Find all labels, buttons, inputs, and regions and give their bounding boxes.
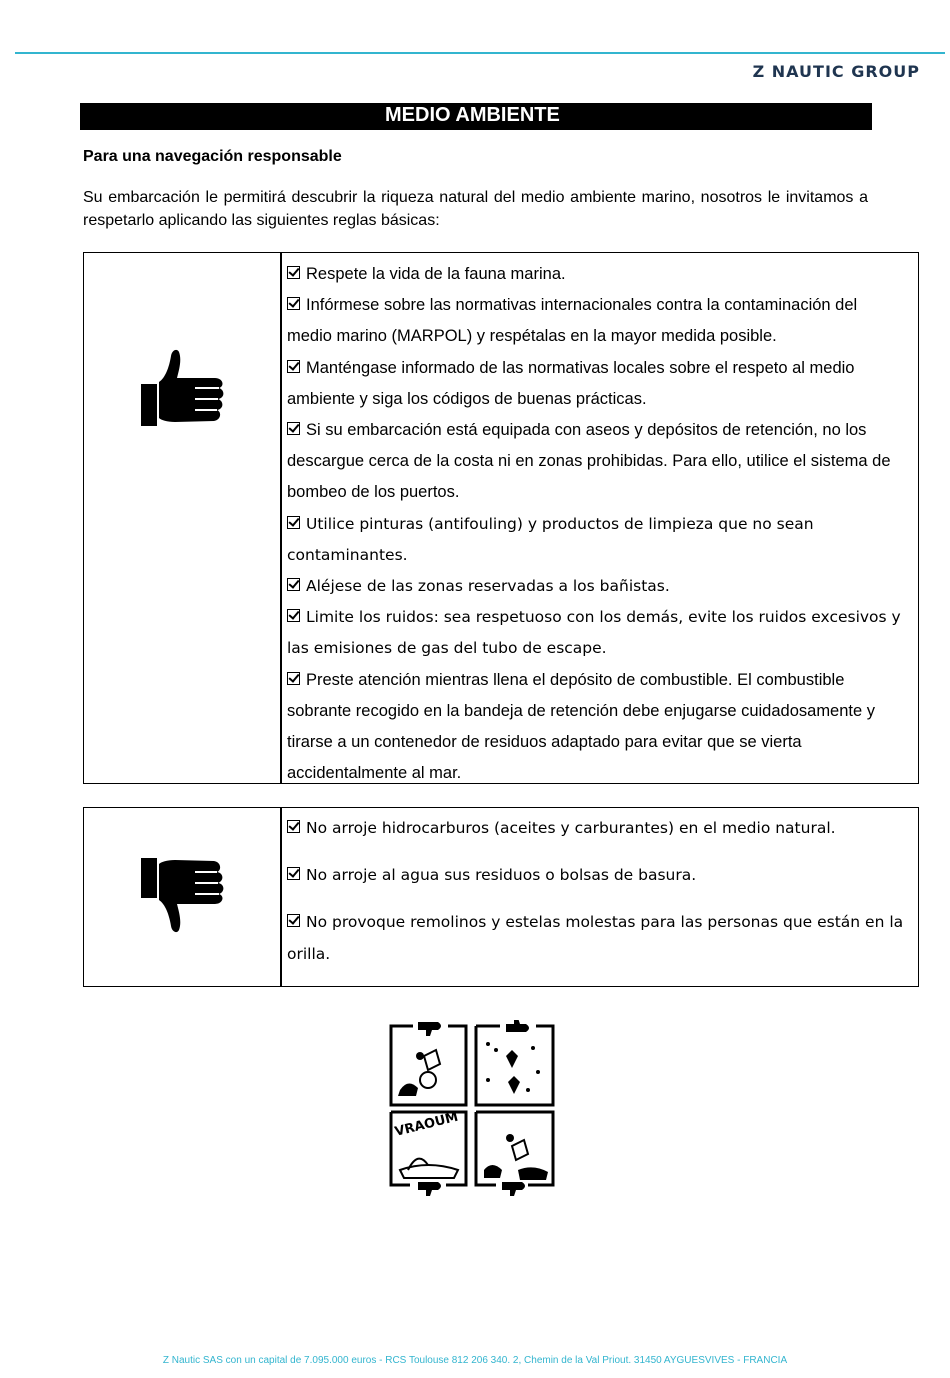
checkbox-checked-icon: [287, 672, 300, 685]
thumbs-down-icon: [139, 856, 229, 936]
list-item: Preste atención mientras llena el depósito de combustible. El combustible sobrante recogido en la bandeja de retención debe enjugarse cuidadosamente y tirarse a un contenedor de residuos adaptado para evitar que se vierta accidentalmente al mar.: [287, 670, 876, 783]
checkbox-checked-icon: [287, 609, 300, 622]
thumbs-up-icon: [139, 348, 229, 428]
section-subtitle: Para una navegación responsable: [83, 148, 342, 165]
checkbox-checked-icon: [287, 867, 300, 880]
list-item: Aléjese de las zonas reservadas a los bañistas.: [287, 571, 906, 602]
dont-rules-box: [83, 807, 919, 987]
checkbox-checked-icon: [287, 820, 300, 833]
list-item: Infórmese sobre las normativas internacionales contra la contaminación del medio marino (MARPOL) y respétalas en la mayor medida posible.: [287, 296, 858, 346]
list-item: Si su embarcación está equipada con aseos y depósitos de retención, no los descargue cerca de la costa ni en zonas prohibidas. Para ello, utilice el sistema de bombeo de los puertos.: [287, 421, 891, 502]
intro-paragraph: Su embarcación le permitirá descubrir la riqueza natural del medio ambiente marino, nosotros le invitamos a respetarlo aplicando las siguientes reglas básicas:: [83, 189, 868, 229]
checkbox-checked-icon: [287, 360, 300, 373]
page-title: MEDIO AMBIENTE: [385, 104, 560, 126]
checkbox-checked-icon: [287, 266, 300, 279]
vraoum-text: VRAOUM: [393, 1109, 460, 1140]
checkbox-checked-icon: [287, 914, 300, 927]
title-bar: [80, 103, 872, 130]
checkbox-checked-icon: [287, 422, 300, 435]
brand-logo: Z NAUTIC GROUP: [752, 62, 920, 81]
header-rule: [15, 52, 945, 54]
list-item: Limite los ruidos: sea respetuoso con los demás, evite los ruidos excesivos y las emisiones de gas del tubo de escape.: [287, 608, 901, 658]
dont-rules-list: [287, 813, 906, 986]
checkbox-checked-icon: [287, 516, 300, 529]
list-item: No arroje al agua sus residuos o bolsas de basura.: [287, 860, 906, 891]
checkbox-checked-icon: [287, 297, 300, 310]
list-item: Manténgase informado de las normativas locales sobre el respeto al medio ambiente y siga los códigos de buenas prácticas.: [287, 358, 855, 408]
list-item: Utilice pinturas (antifouling) y productos de limpieza que no sean contaminantes.: [287, 514, 814, 564]
environment-pictograms: [388, 1020, 558, 1200]
do-rules-list: [287, 259, 906, 789]
footer-legal-text: Z Nautic SAS con un capital de 7.095.000 euros - RCS Toulouse 812 206 340. 2, Chemin de la Val Priout. 31450 AYGUESVIVES - FRANCIA: [162, 1355, 788, 1366]
column-divider: [280, 808, 282, 986]
list-item: No provoque remolinos y estelas molestas para las personas que están en la orilla.: [287, 913, 904, 963]
do-rules-box: [83, 252, 919, 784]
column-divider: [280, 253, 282, 783]
list-item: No arroje hidrocarburos (aceites y carburantes) en el medio natural.: [287, 813, 906, 844]
checkbox-checked-icon: [287, 578, 300, 591]
list-item: Respete la vida de la fauna marina.: [287, 259, 906, 290]
